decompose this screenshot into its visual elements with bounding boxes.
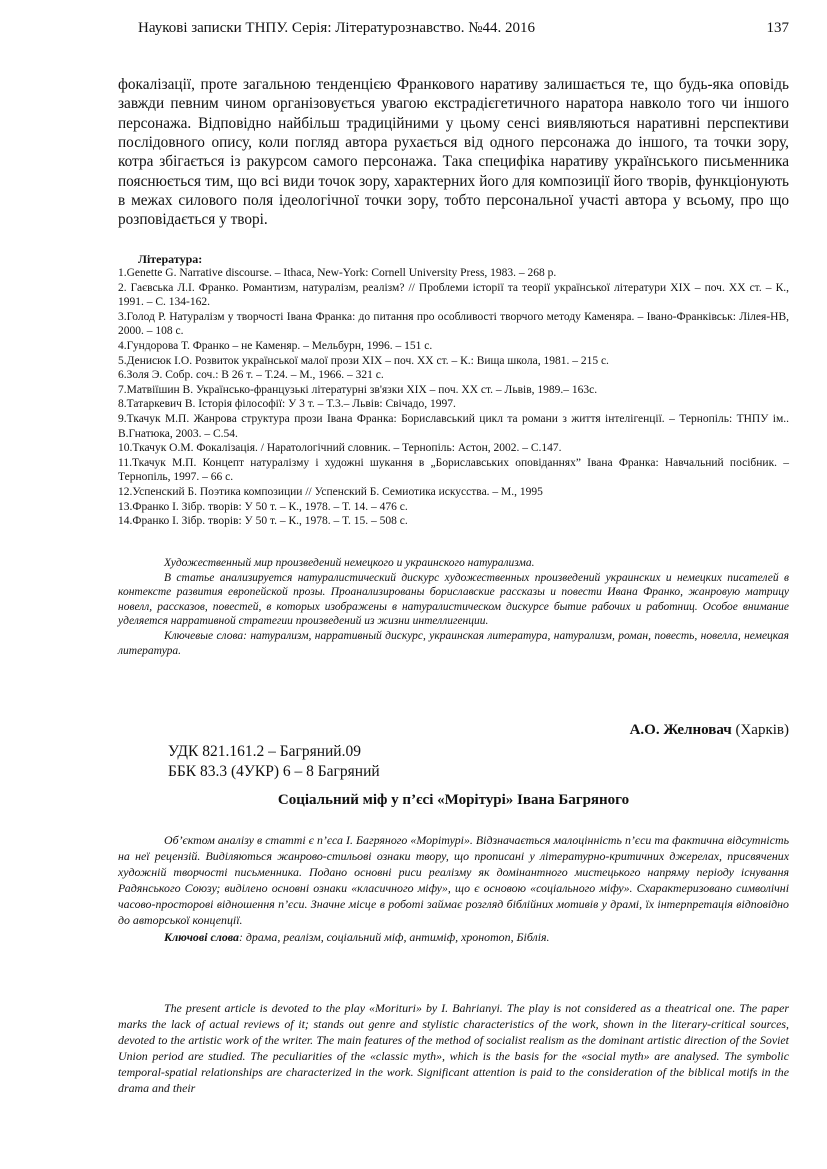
- reference-item: 14.Франко І. Зібр. творів: У 50 т. – К., 1978. – Т. 15. – 508 с.: [118, 515, 408, 528]
- udk-code: УДК 821.161.2 – Багряний.09: [168, 743, 361, 760]
- journal-title: Наукові записки ТНПУ. Серія: Літературознавство. №44. 2016: [138, 20, 536, 36]
- reference-item: 4.Гундорова Т. Франко – не Каменяр. – Мельбурн, 1996. – 151 с.: [118, 339, 433, 352]
- classification-codes: [168, 742, 380, 782]
- author-name: А.О. Желновач: [629, 722, 732, 738]
- keywords-line: [118, 929, 789, 945]
- reference-list: [118, 266, 789, 529]
- reference-item: 11.Ткачук М.П. Концепт натуралізму і художні шукання в „Бориславських оповіданнях” Івана Франка: Навчальний посібник. – Тернопіль, 1997. – 66 с.: [118, 456, 789, 484]
- reference-item: 7.Матвіїшин В. Українсько-французькі літературні зв'язки XIX – поч. XX ст. – Львів, 1989.– 163с.: [118, 383, 598, 396]
- literature-heading: Література:: [138, 252, 203, 266]
- reference-item: 8.Татаркевич В. Історія філософії: У 3 т. – Т.3.– Львів: Свічадо, 1997.: [118, 398, 456, 411]
- reference-item: 9.Ткачук М.П. Жанрова структура прози Івана Франка: Бориславський цикл та романи з життя інтелігенції. – Тернопіль: ТНПУ ім.. В.Гнатюка, 2003. – С.54.: [118, 412, 789, 440]
- running-header: [138, 20, 789, 42]
- reference-item: 3.Голод Р. Натуралізм у творчості Івана Франка: до питання про особливості творчого методу Каменяра. – Івано-Франківськ: Лілея-НВ, 2000. – 108 с.: [118, 310, 789, 338]
- author-line: [630, 722, 789, 739]
- reference-item: 1.Genette G. Narrative discourse. – Ithaca, New-York: Cornell University Press, 1983. – 268 p.: [118, 267, 557, 279]
- keywords-label: Ключові слова: [164, 929, 239, 944]
- author-city: (Харків): [735, 722, 789, 738]
- reference-item: 2. Гаєвська Л.І. Франко. Романтизм, натуралізм, реалізм? // Проблеми історії та теорії української літератури XIX – поч. XX ст. – К., 1991. – С. 134-162.: [118, 281, 789, 309]
- abstract-en-text: The present article is devoted to the play «Morituri» by I. Bahrianyi. The play is not considered as a theatrical one. The paper marks the lack of actual reviews of it; stands out genre and stylistic characteristics of the work, shown in the literary-critical sources, devoted to the artistic work of the writer. The main features of the method of socialist realism as the dominant artistic direction of the Soviet Union period are studied. The peculiarities of the «classic myth», which is the basis for the «social myth» are analysed. The symbolic temporal-spatial relationships are characterized in the work. Significant attention is paid to the consideration of the biblical motifs in the drama and their: [118, 1001, 789, 1096]
- reference-item: 13.Франко І. Зібр. творів: У 50 т. – К., 1978. – Т. 14. – 476 с.: [118, 500, 408, 513]
- reference-item: 6.Золя Э. Собр. соч.: В 26 т. – Т.24. – М., 1966. – 321 с.: [118, 369, 384, 382]
- article-title: Соціальний міф у п’єсі «Морітурі» Івана Багряного: [277, 792, 630, 808]
- keywords-text: : драма, реалізм, соціальний міф, антиміф, хронотоп, Біблія.: [238, 929, 550, 944]
- russian-summary: [118, 556, 789, 658]
- reference-item: 12.Успенский Б. Поэтика композиции // Успенский Б. Семиотика искусства. – М., 1995: [118, 485, 543, 498]
- summary-text: В статье анализируется натуралистический дискурс художественных произведений украинских и немецких писателей в контексте развития европейской прозы. Проанализированы бориславские рассказы и повести Ивана Франко, жанровую матрицу новелл, рассказов, повестей, в которых изображены в натуралистическом дискурсе бытие рабочих и работниц. Особое внимание уделяется нарративной стратегии произведений из жизни интеллигенции.: [118, 571, 789, 628]
- summary-keywords: Ключевые слова: натурализм, нарративный дискурс, украинская литература, натурализм, роман, повесть, новелла, немецкая литература.: [118, 629, 789, 657]
- abstract-english: [118, 1000, 789, 1097]
- page-number: 137: [766, 20, 789, 36]
- bbk-code: ББК 83.3 (4УКР) 6 – 8 Багряний: [168, 763, 380, 780]
- body-paragraph: фокалізації, проте загальною тенденцією Франкового наративу залишається те, що будь-яка оповідь завжди певним чином організовується увагою екстрадієгетичного наратора навколо того чи іншого персонажа. Відповідно найбільш традиційними у цьому сенсі виявляються наративні перспективи послідовного опису, коли погляд автора рухається від одного персонажа до іншого, та точки зору, котра збігається із ракурсом самого персонажа. Така специфіка наративу українського письменника пояснюється тим, що всі види точок зору, характерних його для композиції його творів, функціонують в межах силового поля ідеологічної точки зору, тобто персональної участі автора у всьому, про що розповідається у творі.: [118, 76, 789, 229]
- abstract-ua-text: Об’єктом аналізу в статті є п’єса І. Багряного «Морітурі». Відзначається малоцінність п’єси та фактична відсутність на неї рецензій. Виділяються жанрово-стильові ознаки твору, що прописані у літературно-критичних джерелах, присвячених художній творчості письменника. Подано основні риси реалізму як домінантного мистецького напряму періоду існування Радянського Союзу; виділено основні ознаки «класичного міфу», що є основою «соціального міфу». Схарактеризовано символічні часово-просторові відношення п’єси. Значне місце в роботі займає розгляд біблійних мотивів у драмі, їх інтерпретація відповідно до авторської концепції.: [118, 833, 789, 928]
- reference-item: 5.Денисюк І.О. Розвиток української малої прози XIX – поч. XX ст. – К.: Вища школа, 1981. – 215 с.: [118, 354, 609, 367]
- reference-item: 10.Ткачук О.М. Фокалізація. / Наратологічний словник. – Тернопіль: Астон, 2002. – С.147.: [118, 442, 562, 455]
- summary-title: Художественный мир произведений немецкого и украинского натурализма.: [164, 557, 535, 569]
- abstract-ukrainian: [118, 832, 789, 945]
